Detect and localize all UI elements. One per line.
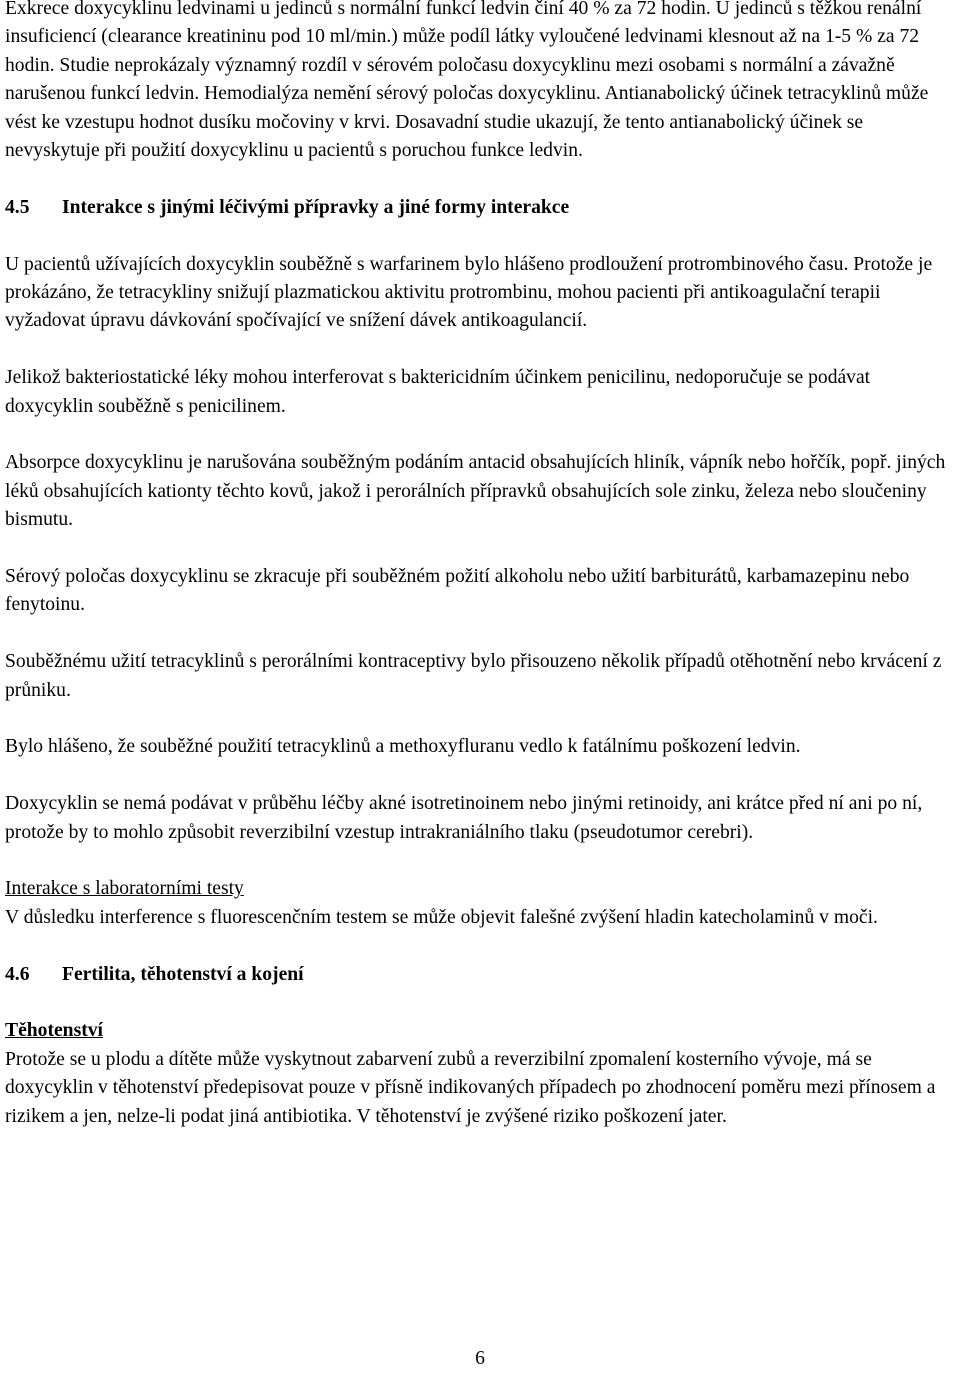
- section-heading-4-5: [5, 194, 953, 222]
- lab-tests-subheading: [5, 875, 953, 903]
- paragraph-absorpce: Absorpce doxycyklinu je narušována souběžným podáním antacid obsahujících hliník, vápník nebo hořčík, popř. jiných léků obsahujících kationty těchto kovů, jakož i perorálních přípravků obsahujících sole zinku, železa nebo sloučeniny bismutu.: [5, 452, 946, 531]
- paragraph-methoxyfluran: Bylo hlášeno, že souběžné použití tetracyklinů a methoxyfluranu vedlo k fatálnímu poškození ledvin.: [5, 736, 801, 758]
- paragraph-pregnancy: Protože se u plodu a dítěte může vyskytnout zabarvení zubů a reverzibilní zpomalení kosterního vývoje, má se doxycyklin v těhotenství předepisovat pouze v přísně indikovaných případech po zhodnocení poměru mezi přínosem a rizikem a jen, nelze-li podat jiná antibiotika. V těhotenství je zvýšené riziko poškození jater.: [5, 1048, 936, 1127]
- section-number: 4.6: [5, 963, 30, 985]
- page-number: 6: [475, 1348, 485, 1369]
- intro-paragraph: Exkrece doxycyklinu ledvinami u jedinců s normální funkcí ledvin činí 40 % za 72 hodin. U jedinců s těžkou renální insuficiencí (clearance kreatininu pod 10 ml/min.) může podíl látky vyloučené ledvinami klesnout až na 1-5 % za 72 hodin. Studie neprokázaly významný rozdíl v sérovém poločasu doxycyklinu mezi osobami s normální a závažně narušenou funkcí ledvin. Hemodialýza nemění sérový poločas doxycyklinu. Antianabolický účinek tetracyklinů může vést ke vzestupu hodnot dusíku močoviny v krvi. Dosavadní studie ukazují, že tento antianabolický účinek se nevyskytuje při použití doxycyklinu u pacientů s poruchou funkce ledvin.: [5, 0, 929, 162]
- section-title: Fertilita, těhotenství a kojení: [62, 963, 304, 985]
- pregnancy-subheading-text: Těhotenství: [5, 1020, 103, 1042]
- section-number: 4.5: [5, 196, 30, 218]
- pregnancy-subheading: [5, 1017, 953, 1045]
- paragraph-polocas: Sérový poločas doxycyklinu se zkracuje při souběžném požití alkoholu nebo užití barbiturátů, karbamazepinu nebo fenytoinu.: [5, 566, 910, 616]
- section-heading-4-6: [5, 961, 953, 989]
- paragraph-penicilin: Jelikož bakteriostatické léky mohou interferovat s baktericidním účinkem penicilinu, nedoporučuje se podávat doxycyklin souběžně s penicilinem.: [5, 367, 871, 417]
- lab-tests-subheading-text: Interakce s laboratorními testy: [5, 878, 244, 900]
- paragraph-lab-tests: V důsledku interference s fluorescenčním testem se může objevit falešné zvýšení hladin katecholaminů v moči.: [5, 906, 878, 928]
- section-title: Interakce s jinými léčivými přípravky a jiné formy interakce: [62, 196, 570, 218]
- paragraph-kontraceptiva: Souběžnému užití tetracyklinů s perorálními kontraceptivy bylo přisouzeno několik případů otěhotnění nebo krvácení z průniku.: [5, 651, 942, 701]
- paragraph-isotretinoin: Doxycyklin se nemá podávat v průběhu léčby akné isotretinoinem nebo jinými retinoidy, ani krátce před ní ani po ní, protože by to mohlo způsobit reverzibilní vzestup intrakraniálního tlaku (pseudotumor cerebri).: [5, 793, 923, 843]
- paragraph-warfarin: U pacientů užívajících doxycyklin souběžně s warfarinem bylo hlášeno prodloužení protrombinového času. Protože je prokázáno, že tetracykliny snižují plazmatickou aktivitu protrombinu, mohou pacienti při antikoagulační terapii vyžadovat úpravu dávkování spočívající ve snížení dávek antikoagulancií.: [5, 253, 933, 332]
- document-page: [5, 0, 953, 1131]
